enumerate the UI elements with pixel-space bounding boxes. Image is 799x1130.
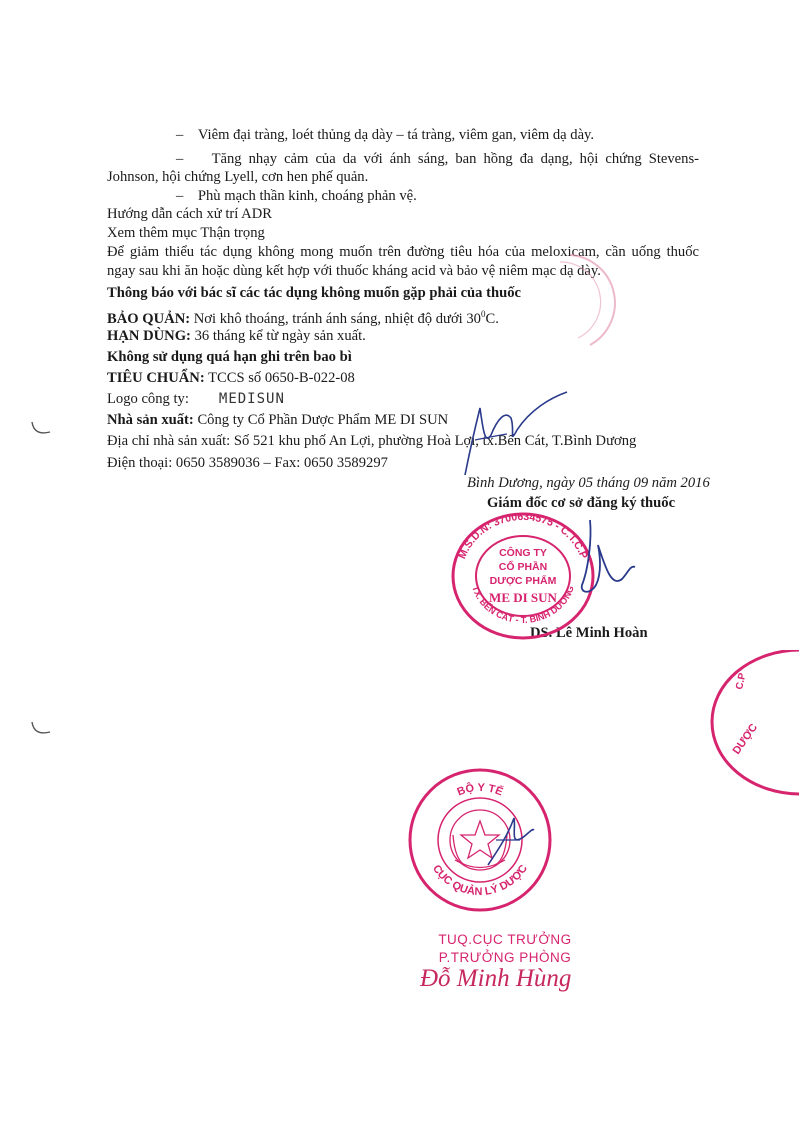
storage-line <box>107 305 499 328</box>
adr-heading: Hướng dẫn cách xử trí ADR <box>107 206 272 222</box>
storage-sup: 0 <box>480 309 486 319</box>
bullet-item: – Viêm đại tràng, loét thủng dạ dày – tá tràng, viêm gan, viêm dạ dày. <box>176 127 595 143</box>
punch-hole-top <box>28 418 54 442</box>
manufacturer-label: Nhà sản xuất: <box>107 412 194 428</box>
ministry-stamp-bottom: CỤC QUẢN LÝ DƯỢC <box>430 862 530 899</box>
bullet-item: – Phù mạch thần kinh, choáng phản vệ. <box>176 188 417 204</box>
storage-unit: C. <box>485 310 499 327</box>
see-more-text: Xem thêm mục Thận trọng <box>107 225 265 241</box>
signatory-title: Giám đốc cơ sở đăng ký thuốc <box>487 495 676 511</box>
approval-signature: Đỗ Minh Hùng <box>420 965 572 992</box>
expiry-line <box>107 327 366 345</box>
edge-stamp <box>700 650 799 800</box>
punch-hole-bottom <box>28 718 54 742</box>
stamp-line-4: ME DI SUN <box>489 590 557 605</box>
stamp-ring-text: M.S.D.N: 3700634575 - C.T.C.P <box>456 510 590 561</box>
stamp-line-1: CÔNG TY <box>499 547 547 559</box>
paragraph-line: ngay sau khi ăn hoặc dùng kết hợp với thuốc kháng acid và bảo vệ niêm mạc dạ dày. <box>107 263 601 279</box>
expiry-label: HẠN DÙNG: <box>107 328 191 344</box>
approval-line-2: P.TRƯỞNG PHÒNG <box>438 950 572 965</box>
bullet-continuation: Johnson, hội chứng Lyell, cơn hen phế quản. <box>107 169 369 185</box>
bullet-text: Viêm đại tràng, loét thủng dạ dày – tá tràng, viêm gan, viêm dạ dày. <box>197 127 595 143</box>
bullet-text: Tăng nhạy cảm của da với ánh sáng, ban hồng đa dạng, hội chứng Stevens- <box>211 151 699 167</box>
logo-label: Logo công ty: <box>107 391 189 407</box>
notice-heading: Thông báo với bác sĩ các tác dụng không muốn gặp phải của thuốc <box>107 285 521 301</box>
logo-line <box>107 390 285 408</box>
storage-text: Nơi khô thoáng, tránh ánh sáng, nhiệt độ dưới 30 <box>193 310 481 327</box>
signatory-name: DS. Lê Minh Hoàn <box>530 625 648 641</box>
svg-text:BỘ Y TẾ <box>456 781 505 798</box>
stamp-line-3: DƯỢC PHẨM <box>489 575 557 587</box>
standard-text: TCCS số 0650-B-022-08 <box>208 370 355 386</box>
director-signature <box>560 515 640 605</box>
bullet-item: – Tăng nhạy cảm của da với ánh sáng, ban hồng đa dạng, hội chứng Stevens- <box>176 151 699 167</box>
address-line: Địa chỉ nhà sản xuất: Số 521 khu phố An Lợi, phường Hoà Lợi, tx.Bến Cát, T.Bình Dương <box>107 433 637 449</box>
ministry-signature <box>478 810 538 870</box>
place-date: Bình Dương, ngày 05 tháng 09 năm 2016 <box>467 475 710 491</box>
no-expired-text: Không sử dụng quá hạn ghi trên bao bì <box>107 349 352 365</box>
storage-label: BẢO QUẢN: <box>107 310 191 327</box>
bullet-text: Phù mạch thần kinh, choáng phản vệ. <box>197 188 417 204</box>
faint-stamp-fragment <box>550 250 620 350</box>
approval-line-1: TUQ.CỤC TRƯỞNG <box>438 932 572 947</box>
phone-line: Điện thoại: 0650 3589036 – Fax: 0650 3589297 <box>107 455 388 471</box>
manufacturer-line <box>107 411 448 429</box>
stamp-line-2: CỔ PHẦN <box>498 561 548 573</box>
standard-label: TIÊU CHUẨN: <box>107 370 205 386</box>
manufacturer-text: Công ty Cổ Phần Dược Phẩm ME DI SUN <box>197 412 449 428</box>
edge-stamp-letters: C.P <box>734 672 749 691</box>
paragraph-line: Để giảm thiểu tác dụng không mong muốn trên đường tiêu hóa của meloxicam, cần uống thuốc <box>107 244 699 260</box>
expiry-text: 36 tháng kể từ ngày sản xuất. <box>194 328 366 344</box>
signature-mark-upper <box>455 390 575 485</box>
stamp-ring-bottom: TX. BẾN CÁT - T. BÌNH DƯƠNG <box>470 584 576 626</box>
edge-stamp-text: DƯỢC <box>730 721 761 757</box>
medisun-logo: MEDISUN <box>218 391 285 407</box>
ministry-stamp-top: BỘ Y TẾ <box>455 781 505 799</box>
standard-line <box>107 369 355 387</box>
